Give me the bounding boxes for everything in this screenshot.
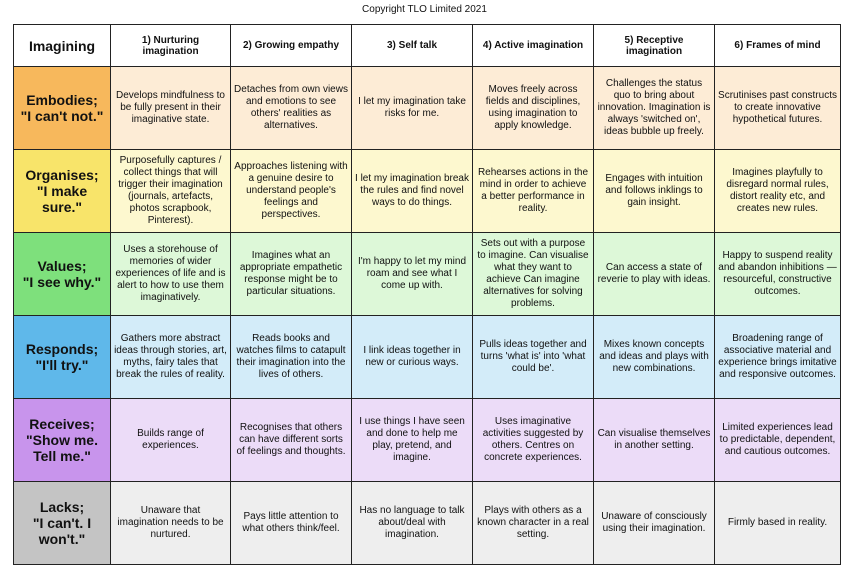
table-cell: Can visualise themselves in another setting. xyxy=(594,399,715,482)
table-cell: Recognises that others can have different sorts of feelings and thoughts. xyxy=(231,399,352,482)
table-cell: Unaware that imagination needs to be nurtured. xyxy=(111,482,231,565)
column-header-nurturing: 1) Nurturing imagination xyxy=(111,25,231,67)
table-cell: I link ideas together in new or curious ways. xyxy=(352,316,473,399)
imagining-rubric-table xyxy=(13,24,841,565)
row-level: Organises; xyxy=(25,167,99,183)
row-quote: "I'll try." xyxy=(35,357,89,373)
row-quote: "I make sure." xyxy=(36,183,88,215)
table-cell: Pulls ideas together and turns 'what is' into 'what could be'. xyxy=(473,316,594,399)
table-cell: Uses a storehouse of memories of wider experiences of life and is alert to how to use them imaginatively. xyxy=(111,233,231,316)
table-cell: Moves freely across fields and disciplines, using imagination to apply knowledge. xyxy=(473,67,594,150)
row-header xyxy=(14,150,111,233)
table-cell: Purposefully captures / collect things that will trigger their imagination (journals, artefacts, photos scrapbook, Pinterest). xyxy=(111,150,231,233)
table-cell: Limited experiences lead to predictable, dependent, and cautious outcomes. xyxy=(715,399,841,482)
row-quote: "Show me. Tell me." xyxy=(26,432,98,464)
table-cell: Rehearses actions in the mind in order to achieve a better performance in reality. xyxy=(473,150,594,233)
row-header xyxy=(14,482,111,565)
table-cell: Builds range of experiences. xyxy=(111,399,231,482)
table-cell: Broadening range of associative material and experience brings imitative and responsive outcomes. xyxy=(715,316,841,399)
table-cell: Unaware of consciously using their imagination. xyxy=(594,482,715,565)
table-cell: Scrutinises past constructs to create innovative hypothetical futures. xyxy=(715,67,841,150)
column-header-frames: 6) Frames of mind xyxy=(715,25,841,67)
row-quote: "I can't. I won't." xyxy=(32,515,92,547)
table-cell: Develops mindfulness to be fully present in their imaginative state. xyxy=(111,67,231,150)
row-header xyxy=(14,316,111,399)
table-cell: Imagines playfully to disregard normal rules, distort reality etc, and creates new rules. xyxy=(715,150,841,233)
column-header-self-talk: 3) Self talk xyxy=(352,25,473,67)
table-cell: Plays with others as a known character in a real setting. xyxy=(473,482,594,565)
table-cell: Gathers more abstract ideas through stories, art, myths, fairy tales that break the rules of reality. xyxy=(111,316,231,399)
row-header xyxy=(14,399,111,482)
table-cell: I let my imagination take risks for me. xyxy=(352,67,473,150)
table-cell: Mixes known concepts and ideas and plays with new combinations. xyxy=(594,316,715,399)
row-level: Receives; xyxy=(29,416,95,432)
row-receives xyxy=(14,399,841,482)
table-cell: Has no language to talk about/deal with imagination. xyxy=(352,482,473,565)
copyright-notice: Copyright TLO Limited 2021 xyxy=(362,4,487,15)
row-lacks xyxy=(14,482,841,565)
column-header-receptive: 5) Receptive imagination xyxy=(594,25,715,67)
table-cell: Engages with intuition and follows inklings to gain insight. xyxy=(594,150,715,233)
row-level: Embodies; xyxy=(26,92,98,108)
row-organises xyxy=(14,150,841,233)
table-cell: Detaches from own views and emotions to see others' realities as alternatives. xyxy=(231,67,352,150)
table-cell: Pays little attention to what others think/feel. xyxy=(231,482,352,565)
row-quote: "I can't not." xyxy=(20,108,104,124)
table-cell: Uses imaginative activities suggested by others. Centres on concrete experiences. xyxy=(473,399,594,482)
row-values xyxy=(14,233,841,316)
table-cell: Happy to suspend reality and abandon inhibitions — resourceful, constructive outcomes. xyxy=(715,233,841,316)
table-cell: Firmly based in reality. xyxy=(715,482,841,565)
table-cell: Reads books and watches films to catapult their imagination into the lives of others. xyxy=(231,316,352,399)
table-cell: I use things I have seen and done to help me play, pretend, and imagine. xyxy=(352,399,473,482)
table-cell: Sets out with a purpose to imagine. Can visualise what they want to achieve Can imagine alternatives for solving problems. xyxy=(473,233,594,316)
row-header xyxy=(14,67,111,150)
column-header-active: 4) Active imagination xyxy=(473,25,594,67)
corner-header: Imagining xyxy=(14,25,111,67)
row-quote: "I see why." xyxy=(22,274,102,290)
row-responds xyxy=(14,316,841,399)
table-cell: I let my imagination break the rules and find novel ways to do things. xyxy=(352,150,473,233)
row-level: Values; xyxy=(37,258,87,274)
row-level: Responds; xyxy=(25,341,99,357)
table-cell: Challenges the status quo to bring about innovation. Imagination is always 'switched on', ideas bubble up freely. xyxy=(594,67,715,150)
header-row xyxy=(14,25,841,67)
table-cell: Can access a state of reverie to play with ideas. xyxy=(594,233,715,316)
column-header-empathy: 2) Growing empathy xyxy=(231,25,352,67)
table-cell: Imagines what an appropriate empathetic response might be to particular situations. xyxy=(231,233,352,316)
row-header xyxy=(14,233,111,316)
row-embodies xyxy=(14,67,841,150)
table-cell: Approaches listening with a genuine desire to understand people's feelings and perspectives. xyxy=(231,150,352,233)
table-cell: I'm happy to let my mind roam and see what I come up with. xyxy=(352,233,473,316)
row-level: Lacks; xyxy=(39,499,85,515)
